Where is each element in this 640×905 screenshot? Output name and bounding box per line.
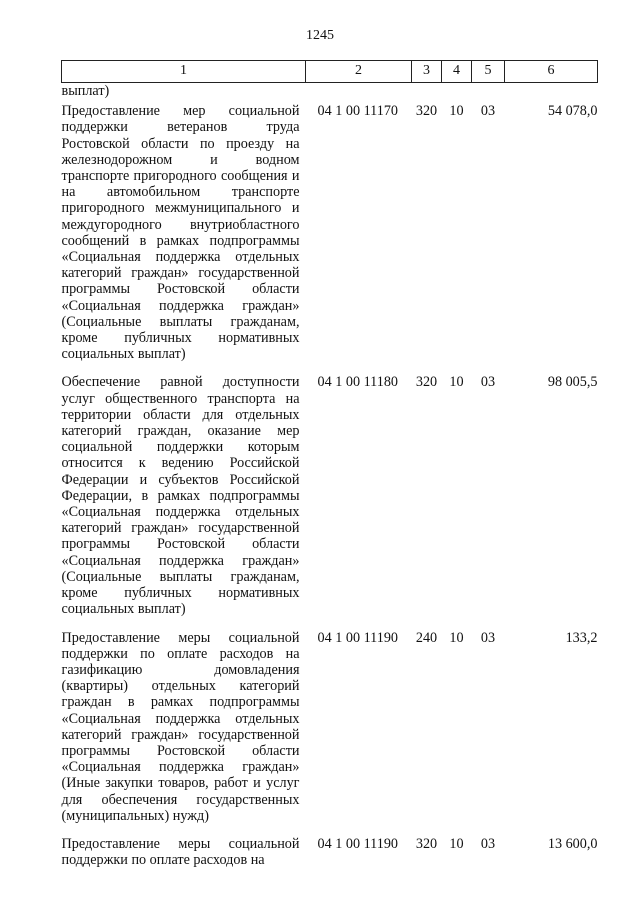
column-header-2: 2 <box>306 61 412 83</box>
table-row <box>62 99 598 362</box>
row-code: 04 1 00 11170 <box>317 103 399 120</box>
column-header-1: 1 <box>62 61 306 83</box>
row-col4: 10 <box>449 374 464 391</box>
row-col3: 320 <box>415 103 438 120</box>
row-code: 04 1 00 11190 <box>317 629 399 646</box>
row-description: Предоставление меры социальной поддержки по оплате расходов на <box>61 835 300 869</box>
row-col4: 10 <box>449 103 464 120</box>
row-amount: 133,2 <box>565 629 598 646</box>
row-description: Обеспечение равной доступности услуг общественного транспорта на территории области для отдельных категорий граждан, оказание мер социальной поддержки которым относится к ведению Российской Федерации и субъектов Российской Федерации, в рамках подпрограммы «Социальная поддержка отдельных категорий граждан» государственной программы Ростовской области «Социальная поддержка граждан» (Социальные выплаты гражданам, кроме публичных нормативных социальных выплат) <box>61 374 300 618</box>
column-header-5: 5 <box>472 61 505 83</box>
row-col5: 03 <box>480 103 496 120</box>
column-header-6: 6 <box>505 61 598 83</box>
column-header-3: 3 <box>412 61 442 83</box>
table-row <box>62 824 598 868</box>
table-row <box>62 618 598 824</box>
row-col5: 03 <box>480 629 496 646</box>
row-amount: 13 600,0 <box>547 835 598 852</box>
row-col3: 320 <box>415 835 438 852</box>
continuation-text: выплат) <box>61 83 110 99</box>
row-code: 04 1 00 11180 <box>317 374 399 391</box>
table-header-row <box>62 61 598 83</box>
row-code: 04 1 00 11190 <box>317 835 399 852</box>
table-row <box>62 362 598 617</box>
page-number: 1245 <box>306 28 334 43</box>
row-col5: 03 <box>480 835 496 852</box>
row-description: Предоставление меры социальной поддержки по оплате расходов на газификацию домовладения (квартиры) отдельных категорий граждан в рамках подпрограммы «Социальная поддержка отдельных категорий граждан» государственной программы Ростовской области «Социальная поддержка граждан» (Иные закупки товаров, работ и услуг для обеспечения государственных (муниципальных) нужд) <box>61 629 300 824</box>
continuation-row <box>62 83 598 100</box>
budget-table <box>61 60 598 868</box>
column-header-4: 4 <box>442 61 472 83</box>
row-col4: 10 <box>449 629 464 646</box>
row-col4: 10 <box>449 835 464 852</box>
row-col3: 320 <box>415 374 438 391</box>
row-col5: 03 <box>480 374 496 391</box>
row-amount: 98 005,5 <box>547 374 598 391</box>
row-col3: 240 <box>415 629 438 646</box>
row-amount: 54 078,0 <box>547 103 598 120</box>
row-description: Предоставление мер социальной поддержки ветеранов труда Ростовской области по проезду на железнодорожном и водном транспорте пригородного сообщения и на автомобильном транспорте пригородного межмуниципального и междугородного внутриобластного сообщений в рамках подпрограммы «Социальная поддержка отдельных категорий граждан» государственной программы Ростовской области «Социальная поддержка граждан» (Социальные выплаты гражданам, кроме публичных нормативных социальных выплат) <box>61 103 300 363</box>
